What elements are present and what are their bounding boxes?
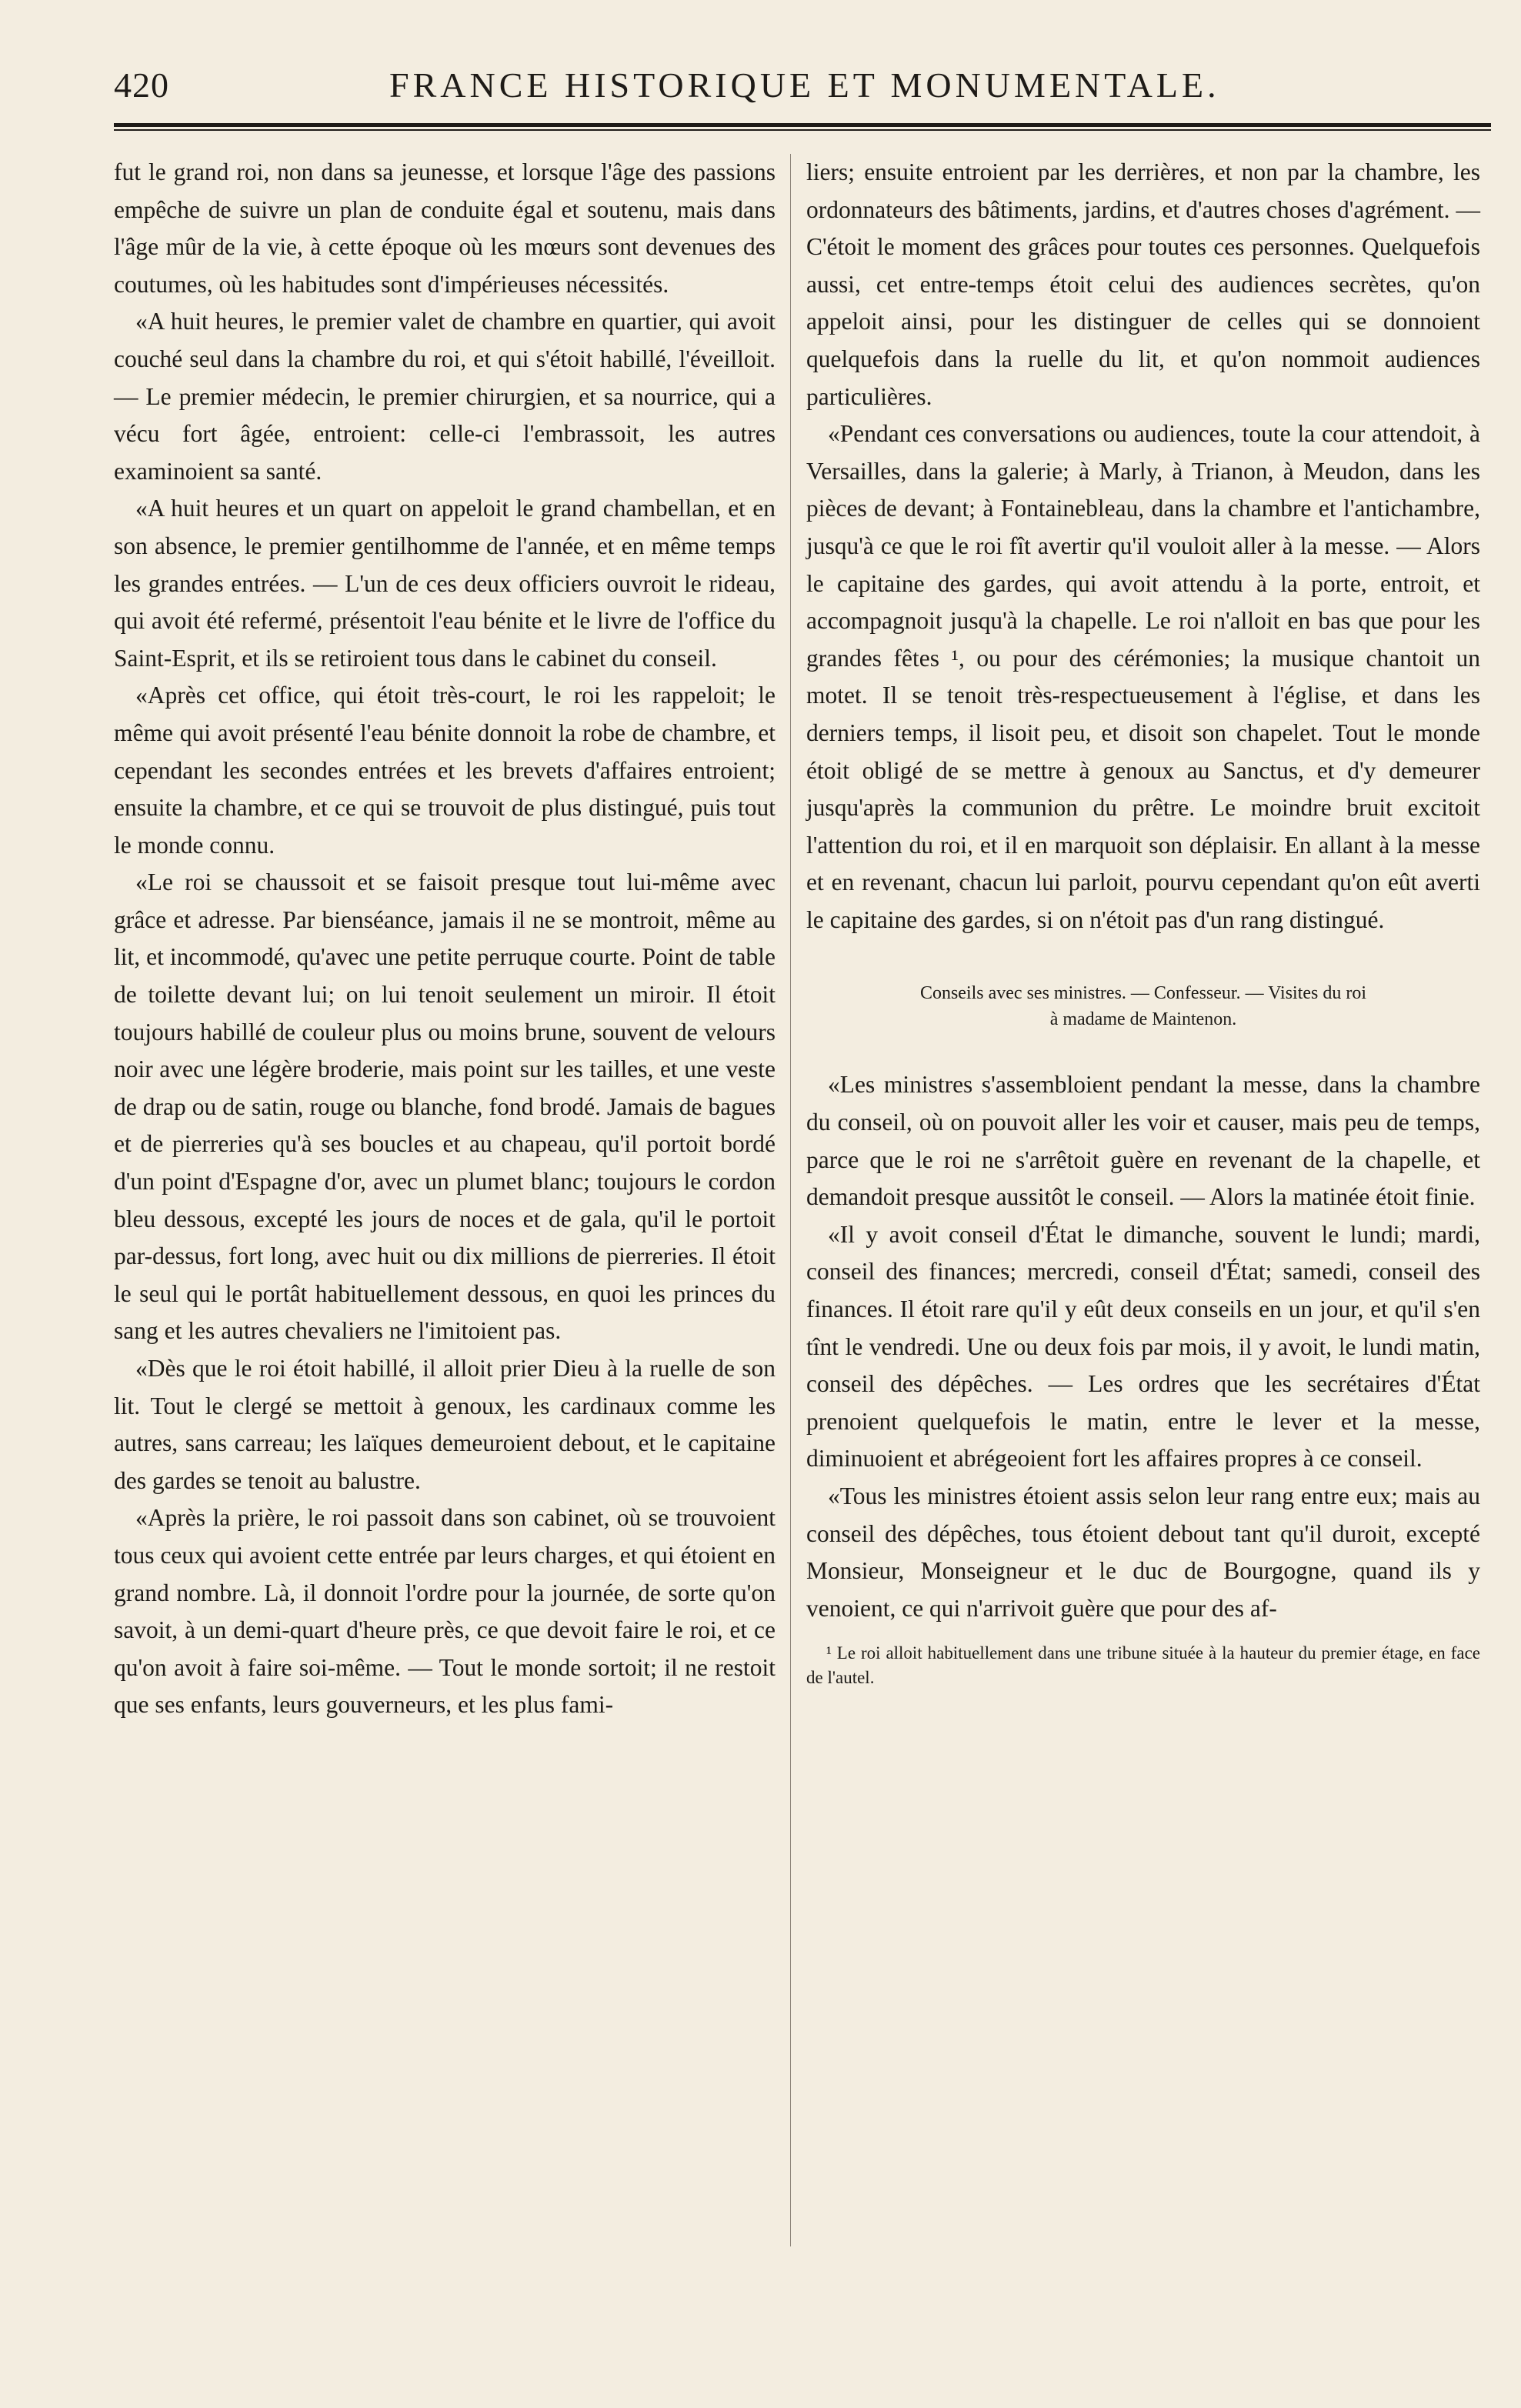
- left-paragraph-2: «A huit heures, le premier valet de chambre en quartier, qui avoit couché seul dans la chambre du roi, et qui s'étoit habillé, l'éveilloit. — Le premier médecin, le premier chirurgien, et sa nourrice, qui a vécu fort âgée, entroient: celle-ci l'embrassoit, les autres examinoient sa santé.: [114, 308, 776, 485]
- section-heading-line-2: à madame de Maintenon.: [1049, 1009, 1237, 1030]
- right-paragraph-2: «Pendant ces conversations ou audiences, toute la cour attendoit, à Versailles, dans la galerie; à Marly, à Trianon, à Meudon, dans les pièces de devant; à Fontainebleau, dans la chambre et l'antichambre, jusqu'à ce que le roi fît avertir qu'il vouloit aller à la messe. — Alors le capitaine des gardes, qui avoit attendu à la porte, entroit, et accompagnoit jusqu'à la chapelle. Le roi n'alloit en bas que pour les grandes fêtes ¹, ou pour des cérémonies; la musique chantoit un motet. Il se tenoit très-respectueusement à l'église, et dans les derniers temps, il lisoit peu, et disoit son chapelet. Tout le monde étoit obligé de se mettre à genoux au Sanctus, et d'y demeurer jusqu'après la communion du prêtre. Le moindre bruit excitoit l'attention du roi, et il en marquoit son déplaisir. En allant à la messe et en revenant, chacun lui parloit, pourvu cependant qu'on eût averti le capitaine des gardes, si on n'étoit pas d'un rang distingué.: [806, 420, 1480, 933]
- left-column: [114, 154, 776, 1724]
- left-paragraph-3: «A huit heures et un quart on appeloit le grand chambellan, et en son absence, le premier gentilhomme de l'année, et en même temps les grandes entrées. — L'un de ces deux officiers ouvroit le rideau, qui avoit été refermé, présentoit l'eau bénite et le livre de l'office du Saint-Esprit, et ils se retiroient tous dans le cabinet du conseil.: [114, 495, 776, 672]
- left-paragraph-7: «Après la prière, le roi passoit dans son cabinet, où se trouvoient tous ceux qui avoient cette entrée par leurs charges, et qui étoient en grand nombre. Là, il donnoit l'ordre pour la journée, de sorte qu'on savoit, à un demi-quart d'heure près, ce que devoit faire le roi, et ce qu'on avoit à faire soi-même. — Tout le monde sortoit; il ne restoit que ses enfants, leurs gouverneurs, et les plus fami-: [114, 1504, 776, 1719]
- right-column: [806, 154, 1480, 1690]
- page-number: 420: [114, 65, 169, 105]
- section-heading-line-1: Conseils avec ses ministres. — Confesseur. — Visites du roi: [919, 983, 1367, 1004]
- running-title: FRANCE HISTORIQUE ET MONUMENTALE.: [389, 65, 1220, 105]
- left-paragraph-4: «Après cet office, qui étoit très-court, le roi les rappeloit; le même qui avoit présenté l'eau bénite donnoit la robe de chambre, et cependant les secondes entrées et les brevets d'affaires entroient; ensuite la chambre, et ce qui se trouvoit de plus distingué, puis tout le monde connu.: [114, 682, 776, 859]
- column-divider: [790, 154, 791, 2246]
- right-paragraph-5: «Tous les ministres étoient assis selon leur rang entre eux; mais au conseil des dépêches, tous étoient debout tant qu'il duroit, excepté Monsieur, Monseigneur et le duc de Bourgogne, quand ils y venoient, ce qui n'arrivoit guère que pour des af-: [806, 1482, 1480, 1622]
- page-header: [114, 65, 1491, 111]
- footnote: ¹ Le roi alloit habituellement dans une tribune située à la hauteur du premier étage, en face de l'autel.: [806, 1643, 1480, 1688]
- right-paragraph-3: «Les ministres s'assembloient pendant la messe, dans la chambre du conseil, où on pouvoit aller les voir et causer, mais peu de temps, parce que le roi ne s'arrêtoit guère en revenant de la chapelle, et demandoit presque aussitôt le conseil. — Alors la matinée étoit finie.: [806, 1071, 1480, 1211]
- left-paragraph-6: «Dès que le roi étoit habillé, il alloit prier Dieu à la ruelle de son lit. Tout le clergé se mettoit à genoux, les cardinaux comme les autres, sans carreau; les laïques demeuroient debout, et le capitaine des gardes se tenoit au balustre.: [114, 1355, 776, 1494]
- left-paragraph-5: «Le roi se chaussoit et se faisoit presque tout lui-même avec grâce et adresse. Par bienséance, jamais il ne se montroit, même au lit, et incommodé, qu'avec une petite perruque courte. Point de table de toilette devant lui; on lui tenoit seulement un miroir. Il étoit toujours habillé de couleur plus ou moins brune, souvent de velours noir avec une légère broderie, mais point sur les tailles, et une veste de drap ou de satin, rouge ou blanche, fond brodé. Jamais de bagues et de pierreries qu'à ses boucles et au chapeau, qu'il portoit bordé d'un point d'Espagne d'or, avec un plumet blanc; toujours le cordon bleu dessous, excepté les jours de noces et de gala, qu'il le portoit par-dessus, fort long, avec huit ou dix millions de pierreries. Il étoit le seul qui le portât habituellement dessous, en quoi les princes du sang et les autres chevaliers ne l'imitoient pas.: [114, 869, 776, 1345]
- left-paragraph-1: fut le grand roi, non dans sa jeunesse, et lorsque l'âge des passions empêche de suivre un plan de conduite égal et soutenu, mais dans l'âge mûr de la vie, à cette époque où les mœurs sont devenues des coutumes, où les habitudes sont d'impérieuses nécessités.: [114, 158, 776, 298]
- section-heading: [806, 980, 1480, 1032]
- header-rule: [114, 123, 1491, 131]
- right-paragraph-4: «Il y avoit conseil d'État le dimanche, souvent le lundi; mardi, conseil des finances; mercredi, conseil d'État; samedi, conseil des finances. Il étoit rare qu'il y eût deux conseils en un jour, et qu'il s'en tînt le vendredi. Une ou deux fois par mois, il y avoit, le lundi matin, conseil des dépêches. — Les ordres que les secrétaires d'État prenoient quelquefois le matin, entre le lever et la messe, diminuoient et abrégeoient fort les affaires propres à ce conseil.: [806, 1220, 1480, 1472]
- right-paragraph-1: liers; ensuite entroient par les derrières, et non par la chambre, les ordonnateurs des bâtiments, jardins, et d'autres choses d'agrément. — C'étoit le moment des grâces pour toutes ces personnes. Quelquefois aussi, cet entre-temps étoit celui des audiences secrètes, qu'on appeloit ainsi, pour les distinguer de celles qui se donnoient quelquefois dans la ruelle du lit, et qu'on nommoit audiences particulières.: [806, 158, 1480, 410]
